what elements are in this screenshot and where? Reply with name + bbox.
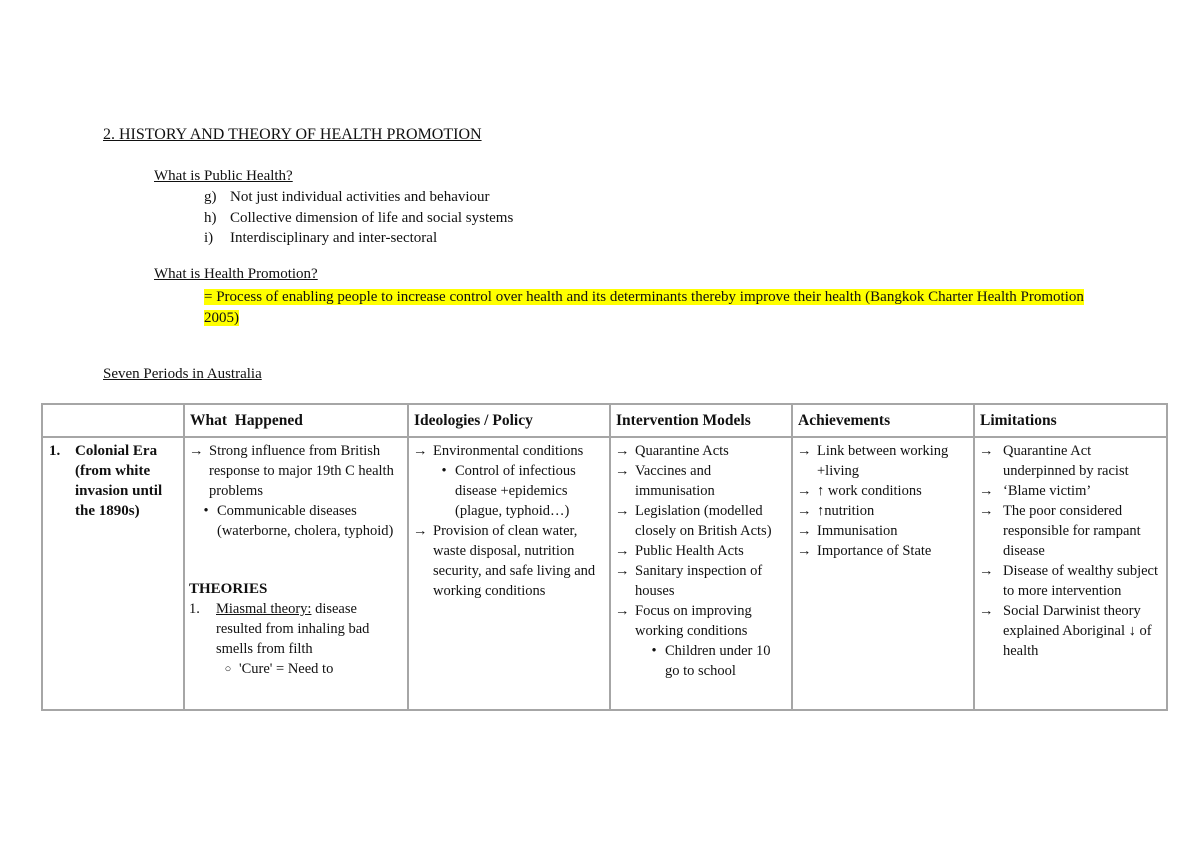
cell-limitations: [974, 437, 1167, 710]
bullet-icon: •: [441, 463, 447, 479]
list-item: → ↑nutrition: [797, 503, 875, 519]
list-item: → Strong influence from British response to major 19th C health problems: [189, 443, 394, 499]
health-promotion-definition: [204, 287, 1104, 328]
cell-achievements: [792, 437, 974, 710]
arrow-icon: →: [615, 463, 630, 479]
list-item: → Disease of wealthy subject to more intervention: [979, 563, 1159, 599]
arrow-icon: →: [797, 543, 812, 559]
theory-name: Miasmal theory:: [216, 601, 312, 617]
arrow-icon: →: [615, 563, 630, 579]
arrow-icon: →: [413, 443, 428, 459]
public-health-question: What is Public Health?: [154, 168, 293, 184]
list-item: ○ 'Cure' = Need to: [189, 659, 403, 679]
periods-table: [41, 403, 1168, 711]
arrow-icon: →: [797, 523, 812, 539]
list-item: → ‘Blame victim’: [979, 483, 1092, 499]
list-item: → Link between working +living: [797, 443, 949, 479]
list-item: → Immunisation: [797, 523, 898, 539]
arrow-icon: →: [979, 483, 994, 499]
header-achievements: Achievements: [792, 404, 974, 437]
period-name: Colonial Era (from white invasion until the 1890s): [75, 443, 163, 519]
list-item: → Social Darwinist theory explained Aboriginal ↓ of health: [979, 603, 1152, 659]
list-item: g) Not just individual activities and behaviour: [204, 189, 490, 205]
cell-what-happened: [184, 437, 408, 710]
list-item: → Sanitary inspection of houses: [615, 563, 763, 599]
theories-heading: THEORIES: [189, 581, 268, 597]
list-item: → Public Health Acts: [615, 543, 744, 559]
arrow-icon: →: [189, 443, 204, 459]
list-item: • Communicable diseases (waterborne, cholera, typhoid): [189, 501, 403, 541]
list-item: → Provision of clean water, waste disposal, nutrition security, and safe living and working conditions: [413, 523, 596, 599]
table-header-row: [42, 404, 1167, 437]
header-limitations: Limitations: [974, 404, 1167, 437]
periods-title: Seven Periods in Australia: [103, 366, 262, 382]
list-item: → Vaccines and immunisation: [615, 463, 715, 499]
period-number: 1.: [49, 443, 61, 459]
arrow-icon: →: [615, 443, 630, 459]
document-title: 2. HISTORY AND THEORY OF HEALTH PROMOTION: [103, 126, 482, 143]
list-item: 1. Miasmal theory: disease resulted from inhaling bad smells from filth: [189, 601, 370, 657]
arrow-icon: →: [979, 603, 994, 619]
list-item: → Focus on improving working conditions: [615, 603, 752, 639]
header-what-happened: What Happened: [184, 404, 408, 437]
list-item: i) Interdisciplinary and inter-sectoral: [204, 230, 438, 246]
arrow-icon: →: [797, 443, 812, 459]
arrow-icon: →: [413, 523, 428, 539]
bullet-icon: •: [651, 643, 657, 659]
arrow-icon: →: [615, 503, 630, 519]
arrow-icon: →: [615, 543, 630, 559]
cell-intervention-models: [610, 437, 792, 710]
arrow-icon: →: [979, 443, 994, 459]
list-item: → Importance of State: [797, 543, 932, 559]
list-item: → The poor considered responsible for rampant disease: [979, 503, 1141, 559]
list-item: • Control of infectious disease +epidemics (plague, typhoid…): [413, 461, 605, 521]
arrow-icon: →: [979, 563, 994, 579]
list-item: → Quarantine Act underpinned by racist: [979, 443, 1129, 479]
theory-number: 1.: [189, 601, 200, 617]
table-row: [42, 437, 1167, 710]
arrow-icon: →: [797, 503, 812, 519]
list-item: → Legislation (modelled closely on British Acts): [615, 503, 772, 539]
highlighted-definition: = Process of enabling people to increase control over health and its determinants thereby improve their health (Bangkok Charter Health Promotion 2005): [204, 289, 1084, 326]
cell-ideologies: [408, 437, 610, 710]
public-health-list: [204, 187, 513, 249]
health-promotion-question: What is Health Promotion?: [154, 266, 318, 282]
arrow-icon: →: [615, 603, 630, 619]
arrow-icon: →: [979, 503, 994, 519]
list-item: • Children under 10 go to school: [615, 641, 787, 681]
list-item: → Quarantine Acts: [615, 443, 729, 459]
cell-period: [42, 437, 184, 710]
header-period: [42, 404, 184, 437]
bullet-icon: •: [203, 503, 209, 519]
list-item: → ↑ work conditions: [797, 483, 922, 499]
circle-bullet-icon: ○: [224, 663, 232, 675]
header-intervention-models: Intervention Models: [610, 404, 792, 437]
list-item: → Environmental conditions: [413, 443, 584, 459]
header-ideologies: Ideologies / Policy: [408, 404, 610, 437]
arrow-icon: →: [797, 483, 812, 499]
list-item: h) Collective dimension of life and social systems: [204, 209, 514, 226]
